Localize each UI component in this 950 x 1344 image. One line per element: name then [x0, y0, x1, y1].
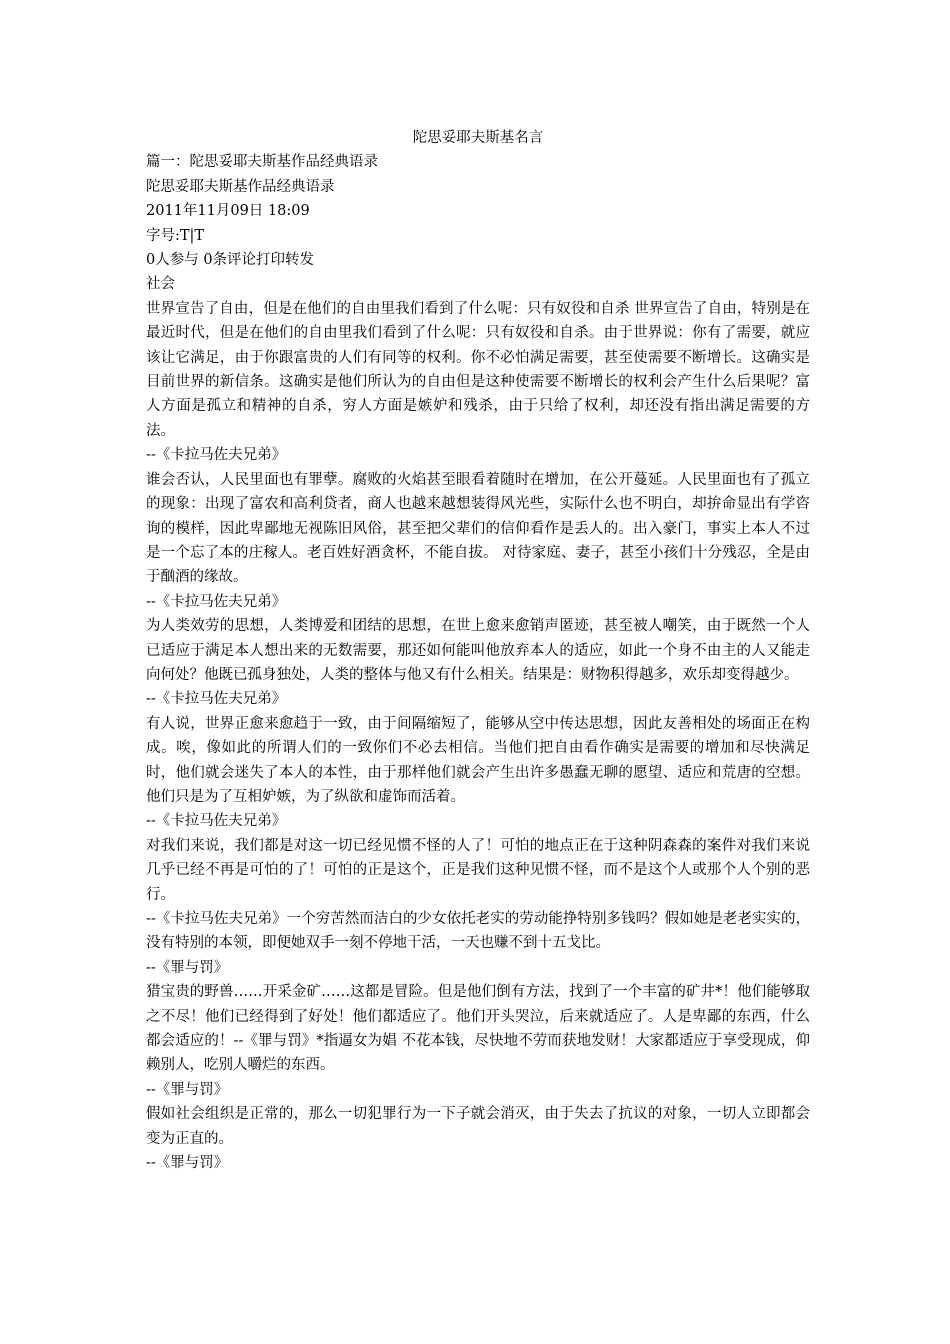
quote-paragraph: 有人说，世界正愈来愈趋于一致，由于间隔缩短了，能够从空中传达思想，因此友善相处的场面正在构成。唉，像如此的所谓人们的一致你们不必去相信。当他们把自由看作确实是需要的增加和尽快满足时，他们就会迷失了本人的本性，由于那样他们就会产生出许多愚蠢无聊的愿望、适应和荒唐的空想。他们只是为了互相妒嫉，为了纵欲和虚饰而活着。 [146, 715, 810, 805]
document-page [146, 126, 810, 1175]
document-title: 陀思妥耶夫斯基名言 [412, 130, 544, 146]
quote-source: --《罪与罚》 [146, 959, 229, 976]
quote-source: --《卡拉马佐夫兄弟》 [146, 813, 287, 830]
quote-paragraph: 谁会否认，人民里面也有罪孽。腐败的火焰甚至眼看着随时在增加，在公开蔓延。人民里面也有了孤立的现象：出现了富农和高利贷者，商人也越来越想装得风光些，实际什么也不明白，却拚命显出有学咨询的模样，因此卑鄙地无视陈旧风俗，甚至把父辈们的信仰看作是丢人的。出入豪门，事实上本人不过是一个忘了本的庄稼人。老百姓好酒贪杯，不能自拔。 对待家庭、妻子，甚至小孩们十分残忍，全是由于酗酒的缘故。 [146, 471, 810, 586]
quote-paragraph: 猎宝贵的野兽……开采金矿……这都是冒险。但是他们倒有方法，找到了一个丰富的矿井*！他们能够取之不尽！他们已经得到了好处！他们都适应了。他们开头哭泣，后来就适应了。人是卑鄙的东西，什么都会适应的！--《罪与罚》*指逼女为娼 不花本钱，尽快地不劳而获地发财！大家都适应于享受现成，仰赖别人，吃别人嚼烂的东西。 [146, 984, 810, 1074]
quote-source: --《卡拉马佐夫兄弟》 [146, 593, 287, 610]
quote-source: --《罪与罚》 [146, 1081, 229, 1098]
quote-source: --《罪与罚》 [146, 1155, 229, 1172]
article-date: 2011年11月09日 18:09 [146, 203, 310, 220]
article-heading: 篇一：陀思妥耶夫斯基作品经典语录 [146, 154, 378, 171]
quote-paragraph: 假如社会组织是正常的，那么一切犯罪行为一下子就会消灭，由于失去了抗议的对象，一切人立即都会变为正直的。 [146, 1106, 810, 1147]
quote-paragraph: 对我们来说，我们都是对这一切已经见惯不怪的人了！可怕的地点正在于这种阴森森的案件对我们来说几乎已经不再是可怕的了！可怕的正是这个，正是我们这种见惯不怪，而不是这个人或那个人个别的恶行。 [146, 837, 810, 903]
quote-source: --《卡拉马佐夫兄弟》 [146, 447, 287, 464]
section-label: 社会 [146, 276, 175, 293]
quote-paragraph: --《卡拉马佐夫兄弟》一个穷苦然而洁白的少女依托老实的劳动能挣特别多钱吗？假如她是老老实实的，没有特别的本领，即便她双手一刻不停地干活，一天也赚不到十五戈比。 [146, 911, 810, 952]
quote-paragraph: 为人类效劳的思想，人类博爱和团结的思想，在世上愈来愈销声匿迹，甚至被人嘲笑，由于既然一个人已适应于满足本人想出来的无数需要，那还如何能叫他放弃本人的适应，如此一个身不由主的人又能走向何处？他既已孤身独处，人类的整体与他又有什么相关。结果是：财物积得越多，欢乐却变得越少。 [146, 618, 810, 683]
font-size-control: 字号:T|T [146, 227, 205, 244]
article-meta: 0人参与 0条评论打印转发 [146, 252, 315, 269]
quote-paragraph: 世界宣告了自由，但是在他们的自由里我们看到了什么呢：只有奴役和自杀 世界宣告了自由，特别是在最近时代，但是在他们的自由里我们看到了什么呢：只有奴役和自杀。由于世界说：你有了需要，就应该让它满足，由于你跟富贵的人们有同等的权利。你不必怕满足需要，甚至使需要不断增长。这确实是目前世界的新信条。这确实是他们所认为的自由但是这种使需要不断增长的权利会产生什么后果呢？富人方面是孤立和精神的自杀，穷人方面是嫉妒和残杀，由于只给了权利，却还没有指出满足需要的方法。 [146, 300, 810, 439]
article-subtitle: 陀思妥耶夫斯基作品经典语录 [146, 178, 335, 195]
quote-source: --《卡拉马佐夫兄弟》 [146, 691, 287, 708]
